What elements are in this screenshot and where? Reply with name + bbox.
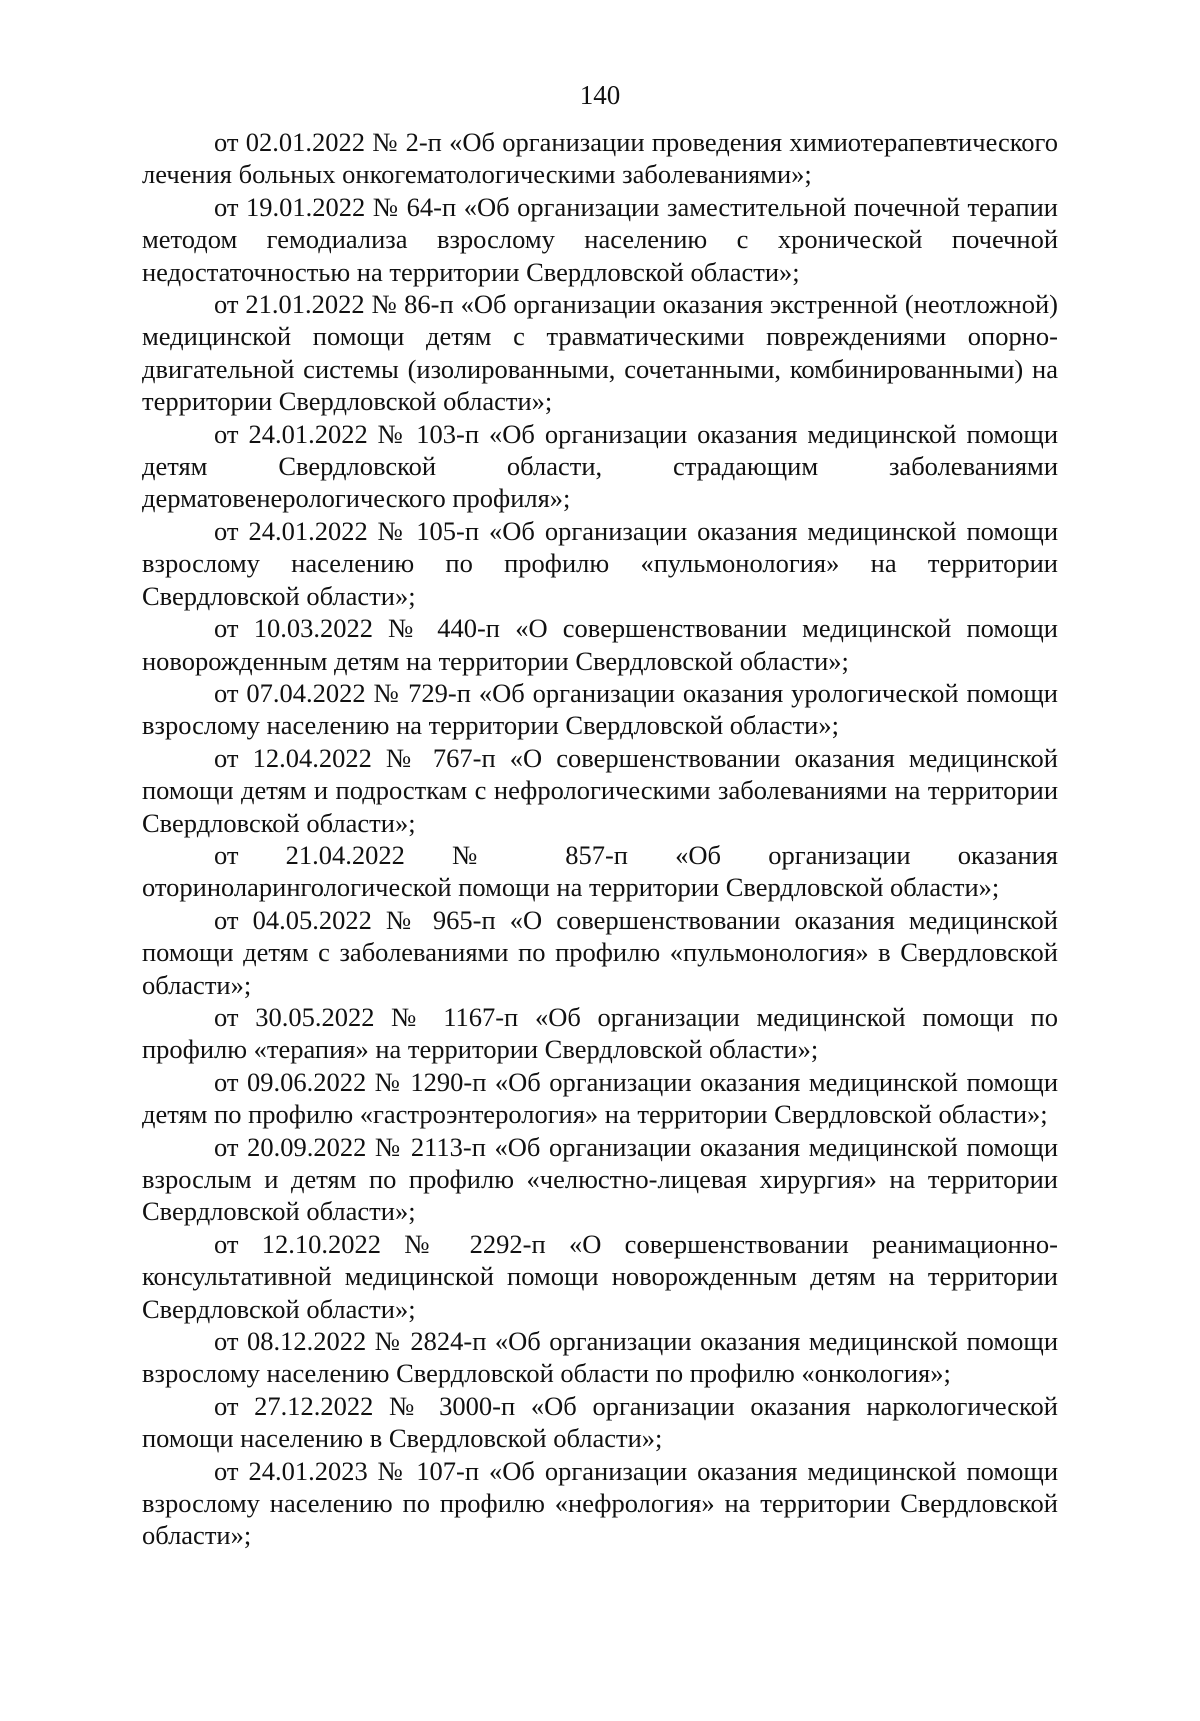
list-item: от 09.06.2022 № 1290-п «Об организации оказания медицинской помощи детям по профилю «гастроэнтерология» на территории Свердловской области»; bbox=[142, 1066, 1058, 1130]
list-item: от 20.09.2022 № 2113-п «Об организации оказания медицинской помощи взрослым и детям по профилю «челюстно-лицевая хирургия» на территории Свердловской области»; bbox=[142, 1131, 1058, 1227]
list-item: от 12.04.2022 № 767-п «О совершенствовании оказания медицинской помощи детям и подросткам с нефрологическими заболеваниями на территории Свердловской области»; bbox=[142, 742, 1058, 838]
list-item: от 19.01.2022 № 64-п «Об организации заместительной почечной терапии методом гемодиализа взрослому населению с хронической почечной недостаточностью на территории Свердловской области»; bbox=[142, 191, 1058, 287]
list-item: от 08.12.2022 № 2824-п «Об организации оказания медицинской помощи взрослому населению Свердловской области по профилю «онкология»; bbox=[142, 1326, 1058, 1389]
document-body bbox=[142, 126, 1058, 1552]
page-number: 140 bbox=[579, 80, 621, 110]
list-item: от 30.05.2022 № 1167-п «Об организации медицинской помощи по профилю «терапия» на территории Свердловской области»; bbox=[142, 1001, 1058, 1065]
list-item: от 21.01.2022 № 86-п «Об организации оказания экстренной (неотложной) медицинской помощи детям с травматическими повреждениями опорно-двигательной системы (изолированными, сочетанными, комбинированными) на территории Свердловской области»; bbox=[142, 289, 1058, 417]
list-item: от 12.10.2022 № 2292-п «О совершенствовании реанимационно-консультативной медицинской помощи новорожденным детям на территории Свердловской области»; bbox=[142, 1228, 1058, 1324]
list-item: от 04.05.2022 № 965-п «О совершенствовании оказания медицинской помощи детям с заболеваниями по профилю «пульмонология» в Свердловской области»; bbox=[142, 904, 1058, 1000]
list-item: от 24.01.2022 № 105-п «Об организации оказания медицинской помощи взрослому населению по профилю «пульмонология» на территории Свердловской области»; bbox=[142, 515, 1058, 611]
list-item: от 21.04.2022 № 857-п «Об организации оказания оториноларингологической помощи на территории Свердловской области»; bbox=[142, 839, 1058, 903]
list-item: от 24.01.2022 № 103-п «Об организации оказания медицинской помощи детям Свердловской области, страдающим заболеваниями дерматовенерологического профиля»; bbox=[142, 418, 1058, 514]
list-item: от 27.12.2022 № 3000-п «Об организации оказания наркологической помощи населению в Свердловской области»; bbox=[142, 1390, 1058, 1454]
list-item: от 07.04.2022 № 729-п «Об организации оказания урологической помощи взрослому населению на территории Свердловской области»; bbox=[142, 677, 1058, 741]
list-item: от 02.01.2022 № 2-п «Об организации проведения химиотерапевтического лечения больных онкогематологическими заболеваниями»; bbox=[142, 127, 1058, 190]
list-item: от 24.01.2023 № 107-п «Об организации оказания медицинской помощи взрослому населению по профилю «нефрология» на территории Свердловской области»; bbox=[142, 1455, 1058, 1551]
list-item: от 10.03.2022 № 440-п «О совершенствовании медицинской помощи новорожденным детям на территории Свердловской области»; bbox=[142, 613, 1058, 676]
